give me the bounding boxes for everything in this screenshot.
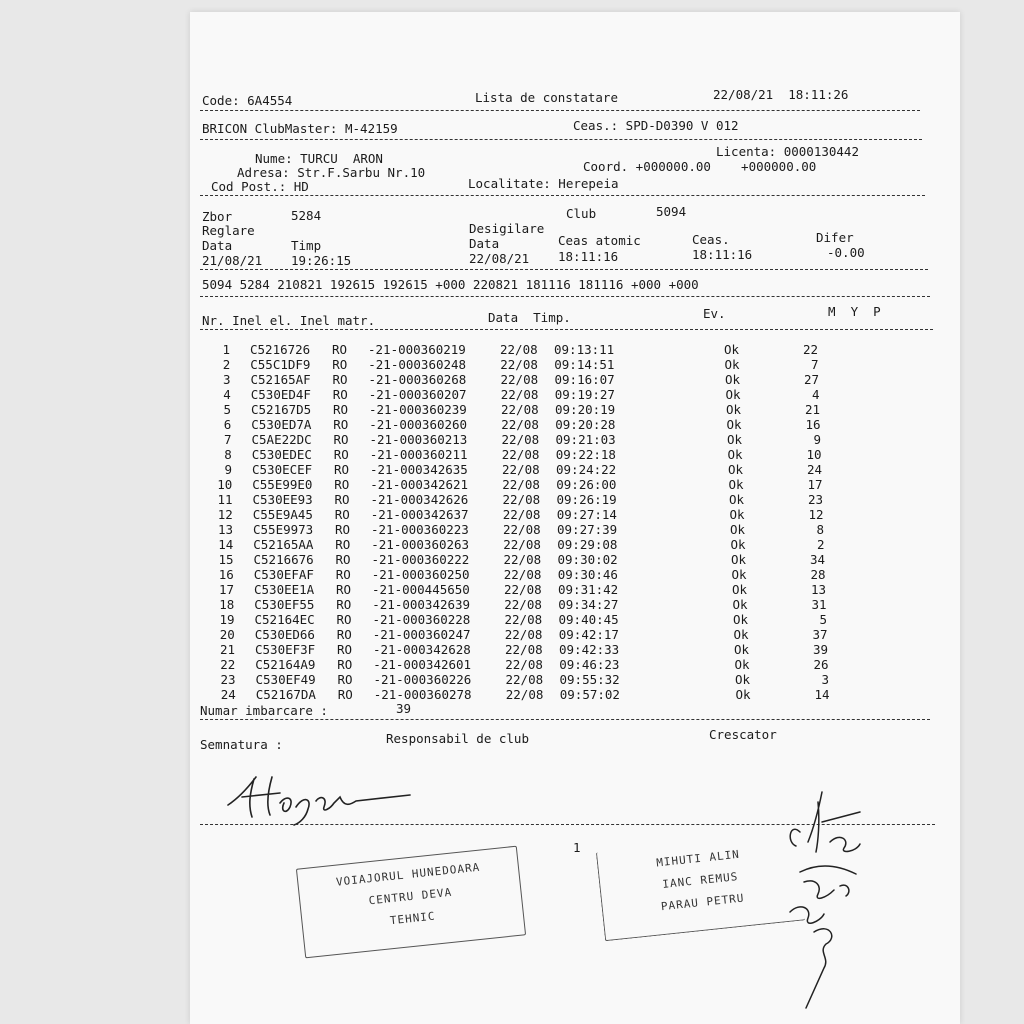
flight-label: Zbor [202,209,233,224]
desigilare-date: 22/08/21 [469,251,530,266]
divider [200,719,930,720]
divider [200,195,925,196]
clock-time: 18:11:16 [692,247,753,262]
cell-inel: C55E9973 [253,522,314,537]
cell-ro: RO [332,387,348,402]
numar-imbarcare-label: Numar imbarcare : [200,703,328,718]
cell-nr: 9 [224,462,232,477]
cell-data: 22/08 [504,612,543,627]
cell-matr: -21-000360207 [368,387,467,402]
cell-ev: Ok [735,672,751,687]
cell-matr: -21-000360263 [371,537,470,552]
divider [200,139,922,140]
cell-ro: RO [335,552,351,567]
col-header-myp: M Y P [828,304,881,319]
cell-ev: Ok [731,567,747,582]
cell-ro: RO [334,492,350,507]
cell-ev: Ok [733,612,749,627]
cell-nr: 11 [217,492,233,507]
cell-timp: 09:42:17 [558,627,619,642]
cell-ev: Ok [730,537,746,552]
cell-ro: RO [335,537,351,552]
cell-ro: RO [332,372,348,387]
cell-data: 22/08 [505,672,544,687]
divider [200,110,920,111]
cell-data: 22/08 [504,597,542,612]
code: Code: 6A4554 [202,93,293,108]
cell-nr: 1 [222,342,230,357]
cell-n: 27 [803,372,819,387]
cell-nr: 8 [224,447,232,462]
difference: -0.00 [827,245,865,260]
cell-timp: 09:13:11 [554,342,615,357]
cell-n: 26 [813,657,829,672]
table-row [190,447,930,462]
breeder-signature [760,782,890,1002]
col-header-data-timp: Data Timp. [488,310,571,325]
cell-nr: 23 [220,672,236,687]
cell-matr: -21-000360211 [369,447,468,462]
cell-inel: C530ED4F [250,387,311,402]
table-row [190,402,930,417]
cell-ro: RO [336,582,352,597]
table-row [190,612,930,627]
cell-data: 22/08 [500,357,538,372]
ceas-atomic-label: Ceas atomic [558,233,641,248]
cell-matr: -21-000360228 [372,612,471,627]
cell-ro: RO [334,462,350,477]
cell-ro: RO [333,402,349,417]
cell-nr: 14 [218,537,234,552]
cell-timp: 09:24:22 [556,462,617,477]
cell-data: 22/08 [501,447,540,462]
cell-inel: C530EF55 [254,597,315,612]
cell-ev: Ok [727,432,743,447]
cell-n: 10 [806,447,822,462]
cell-nr: 3 [222,372,231,387]
cell-ev: Ok [728,462,744,477]
table-row [190,342,930,357]
cell-nr: 13 [217,522,233,537]
cell-n: 8 [816,522,824,537]
cell-nr: 5 [223,402,231,417]
cell-ev: Ok [725,372,741,387]
cell-ro: RO [337,687,353,702]
table-row [190,432,930,447]
cell-n: 7 [810,357,819,372]
cell-matr: -21-000360219 [368,342,466,357]
data-label: Data [469,236,500,251]
cell-timp: 09:27:39 [557,522,618,537]
crescator-label: Crescator [709,727,777,742]
cell-ro: RO [334,477,350,492]
page-number: 1 [573,840,581,855]
cell-n: 3 [821,672,829,687]
cell-ro: RO [336,627,352,642]
club-master: BRICON ClubMaster: M-42159 [202,121,398,136]
cell-matr: -21-000342635 [370,462,468,477]
postal-code: Cod Post.: HD [211,179,309,194]
cell-timp: 09:26:00 [556,477,617,492]
cell-n: 21 [804,402,820,417]
cell-data: 22/08 [501,402,539,417]
cell-matr: -21-000360248 [368,357,467,372]
table-row [190,627,930,642]
cell-nr: 20 [219,627,235,642]
cell-nr: 16 [218,567,234,582]
cell-n: 37 [812,627,828,642]
cell-matr: -21-000360268 [368,372,467,387]
data-label: Data [202,238,233,253]
cell-inel: C5216676 [253,552,314,567]
cell-n: 4 [811,387,820,402]
cell-ev: Ok [732,597,748,612]
cell-timp: 09:42:33 [559,642,620,657]
cell-data: 22/08 [505,642,543,657]
cell-data: 22/08 [500,387,539,402]
cell-matr: -21-000360278 [373,687,472,702]
cell-ev: Ok [734,642,750,657]
cell-data: 22/08 [500,342,538,357]
cell-nr: 6 [223,417,232,432]
cell-ev: Ok [730,522,746,537]
cell-data: 22/08 [501,432,540,447]
cell-matr: -21-000342628 [373,642,471,657]
cell-matr: -21-000342626 [370,492,469,507]
cell-inel: C530EE1A [254,582,315,597]
cell-inel: C530EF49 [255,672,316,687]
cell-data: 22/08 [502,507,541,522]
cell-inel: C52164EC [254,612,315,627]
cell-nr: 19 [219,612,235,627]
stamp-line: PARAU PETRU [660,891,746,914]
cell-ro: RO [335,567,351,582]
col-header-ev: Ev. [703,306,726,321]
cell-ev: Ok [731,552,747,567]
table-row [190,477,930,492]
stamp-line: IANC REMUS [661,870,739,891]
cell-n: 39 [812,642,828,657]
cell-ro: RO [333,432,349,447]
cell-inel: C55E9A45 [252,507,313,522]
cell-inel: C52164A9 [255,657,316,672]
cell-nr: 4 [223,387,231,402]
col-header-nr-inel: Nr. Inel el. Inel matr. [202,313,376,328]
cell-n: 22 [802,342,818,357]
cell-inel: C52167DA [255,687,316,702]
cell-timp: 09:40:45 [558,612,619,627]
cell-inel: C530ED66 [254,627,315,642]
cell-n: 24 [806,462,822,477]
reglare-date: 21/08/21 [202,253,263,268]
cell-inel: C52165AA [253,537,314,552]
club-number: 5094 [656,204,687,219]
table-row [190,462,930,477]
cell-inel: C530EF3F [255,642,316,657]
cell-data: 22/08 [503,567,542,582]
cell-n: 14 [814,687,830,702]
cell-nr: 24 [220,687,236,702]
cell-ev: Ok [724,342,740,357]
cell-ro: RO [335,522,351,537]
cell-timp: 09:29:08 [557,537,618,552]
cell-matr: -21-000360250 [371,567,470,582]
cell-timp: 09:27:14 [556,507,617,522]
responsabil-label: Responsabil de club [386,731,529,746]
cell-matr: -21-000360213 [369,432,468,447]
cell-ev: Ok [728,477,744,492]
cell-data: 22/08 [503,522,541,537]
cell-timp: 09:21:03 [555,432,616,447]
cell-data: 22/08 [503,537,541,552]
cell-timp: 09:14:51 [554,357,615,372]
cell-timp: 09:22:18 [555,447,616,462]
table-row [190,537,930,552]
cell-timp: 09:34:27 [558,597,619,612]
print-datetime: 22/08/21 18:11:26 [713,87,849,102]
cell-data: 22/08 [502,462,540,477]
coordinates: Coord. +000000.00 +000000.00 [583,159,817,174]
cell-nr: 15 [218,552,234,567]
cell-matr: -21-000360239 [369,402,467,417]
cell-timp: 09:16:07 [554,372,615,387]
table-row [190,642,930,657]
cell-ev: Ok [726,417,742,432]
cell-matr: -21-000342621 [370,477,469,492]
cell-n: 16 [805,417,821,432]
cell-timp: 09:26:19 [556,492,617,507]
clock-id: Ceas.: SPD-D0390 V 012 [573,118,739,133]
cell-ev: Ok [727,447,743,462]
cell-data: 22/08 [504,582,542,597]
cell-inel: C5216726 [250,342,311,357]
cell-timp: 09:20:19 [555,402,616,417]
cell-timp: 09:19:27 [554,387,615,402]
cell-matr: -21-000445650 [372,582,470,597]
cell-data: 22/08 [502,477,540,492]
table-row [190,507,930,522]
cell-matr: -21-000360222 [371,552,470,567]
cell-ro: RO [337,657,353,672]
club-signature [220,767,420,827]
table-row [190,387,930,402]
cell-n: 28 [810,567,826,582]
cell-data: 22/08 [502,492,541,507]
cell-n: 9 [813,432,821,447]
cell-inel: C52167D5 [251,402,312,417]
divider [200,296,930,297]
cell-nr: 10 [217,477,233,492]
cell-ro: RO [336,597,352,612]
table-row [190,672,930,687]
desigilare-label: Desigilare [469,221,545,236]
cell-nr: 12 [217,507,233,522]
cell-n: 31 [811,597,827,612]
owner-name: Nume: TURCU ARON [255,151,383,166]
cell-data: 22/08 [505,687,544,702]
cell-ev: Ok [735,687,751,702]
divider [200,269,928,270]
cell-ev: Ok [725,387,741,402]
cell-matr: -21-000360226 [373,672,472,687]
stamp-line: VOIAJORUL HUNEDOARA [335,860,481,889]
table-row [190,417,930,432]
table-row [190,552,930,567]
stamp-line: MIHUTI ALIN [655,847,741,870]
cell-timp: 09:31:42 [558,582,619,597]
summary-line: 5094 5284 210821 192615 192615 +000 220821 181116 181116 +000 +000 [202,277,699,292]
cell-inel: C530EFAF [253,567,314,582]
reglare-label: Reglare [202,223,255,238]
cell-data: 22/08 [505,657,543,672]
cell-nr: 22 [220,657,236,672]
cell-inel: C55E99E0 [252,477,313,492]
cell-matr: -21-000342637 [370,507,469,522]
club-label: Club [566,206,597,221]
document-page [190,12,960,1024]
cell-ev: Ok [729,492,745,507]
club-stamp [296,846,526,959]
cell-inel: C55C1DF9 [250,357,311,372]
cell-ev: Ok [733,627,749,642]
cell-data: 22/08 [501,417,539,432]
cell-inel: C530ECEF [252,462,313,477]
table-row [190,372,930,387]
cell-inel: C530ED7A [251,417,312,432]
table-row [190,357,930,372]
cell-n: 34 [809,552,825,567]
cell-ro: RO [337,672,353,687]
cell-timp: 09:20:28 [555,417,616,432]
cell-ro: RO [332,357,348,372]
cell-data: 22/08 [500,372,539,387]
reglare-time: 19:26:15 [291,253,352,268]
cell-ro: RO [334,507,350,522]
cell-ro: RO [333,447,349,462]
atomic-time: 18:11:16 [558,249,619,264]
table-row [190,567,930,582]
cell-matr: -21-000360247 [372,627,471,642]
cell-n: 2 [816,537,825,552]
cell-data: 22/08 [503,552,542,567]
cell-timp: 09:55:32 [559,672,620,687]
cell-nr: 21 [219,642,235,657]
cell-ev: Ok [729,507,745,522]
document-title: Lista de constatare [475,90,618,105]
cell-n: 17 [807,477,823,492]
cell-inel: C530EE93 [252,492,313,507]
ceas-label: Ceas. [692,232,730,247]
cell-matr: -21-000342639 [372,597,471,612]
cell-ro: RO [336,612,352,627]
difer-label: Difer [816,230,854,245]
cell-ev: Ok [732,582,748,597]
cell-ev: Ok [724,357,740,372]
cell-timp: 09:46:23 [559,657,620,672]
cell-nr: 2 [222,357,231,372]
cell-n: 23 [807,492,823,507]
cell-data: 22/08 [504,627,543,642]
cell-nr: 18 [219,597,235,612]
cell-n: 13 [810,582,826,597]
stamp-line: CENTRU DEVA [368,885,453,908]
table-row [190,582,930,597]
locality: Localitate: Herepeia [468,176,619,191]
cell-matr: -21-000342601 [373,657,472,672]
cell-ev: Ok [726,402,742,417]
cell-timp: 09:57:02 [559,687,620,702]
table-row [190,657,930,672]
timp-label: Timp [291,238,322,253]
owner-address: Adresa: Str.F.Sarbu Nr.10 [237,165,426,180]
cell-n: 5 [819,612,827,627]
cell-ro: RO [333,417,349,432]
cell-matr: -21-000360260 [369,417,468,432]
licence: Licenta: 0000130442 [716,144,859,159]
table-row [190,597,930,612]
cell-ro: RO [337,642,353,657]
cell-nr: 7 [223,432,232,447]
signature-label: Semnatura : [200,737,283,752]
cell-inel: C530EDEC [251,447,312,462]
cell-inel: C5AE22DC [251,432,312,447]
divider [200,329,933,330]
cell-inel: C52165AF [250,372,311,387]
table-row [190,687,930,702]
cell-timp: 09:30:46 [557,567,618,582]
cell-ro: RO [332,342,348,357]
cell-matr: -21-000360223 [371,522,469,537]
table-row [190,522,930,537]
flight-number: 5284 [291,208,322,223]
numar-imbarcare-value: 39 [396,701,412,716]
stamp-line: TEHNIC [389,909,437,928]
cell-n: 12 [808,507,824,522]
cell-timp: 09:30:02 [557,552,618,567]
cell-nr: 17 [218,582,234,597]
cell-ev: Ok [734,657,750,672]
table-row [190,492,930,507]
